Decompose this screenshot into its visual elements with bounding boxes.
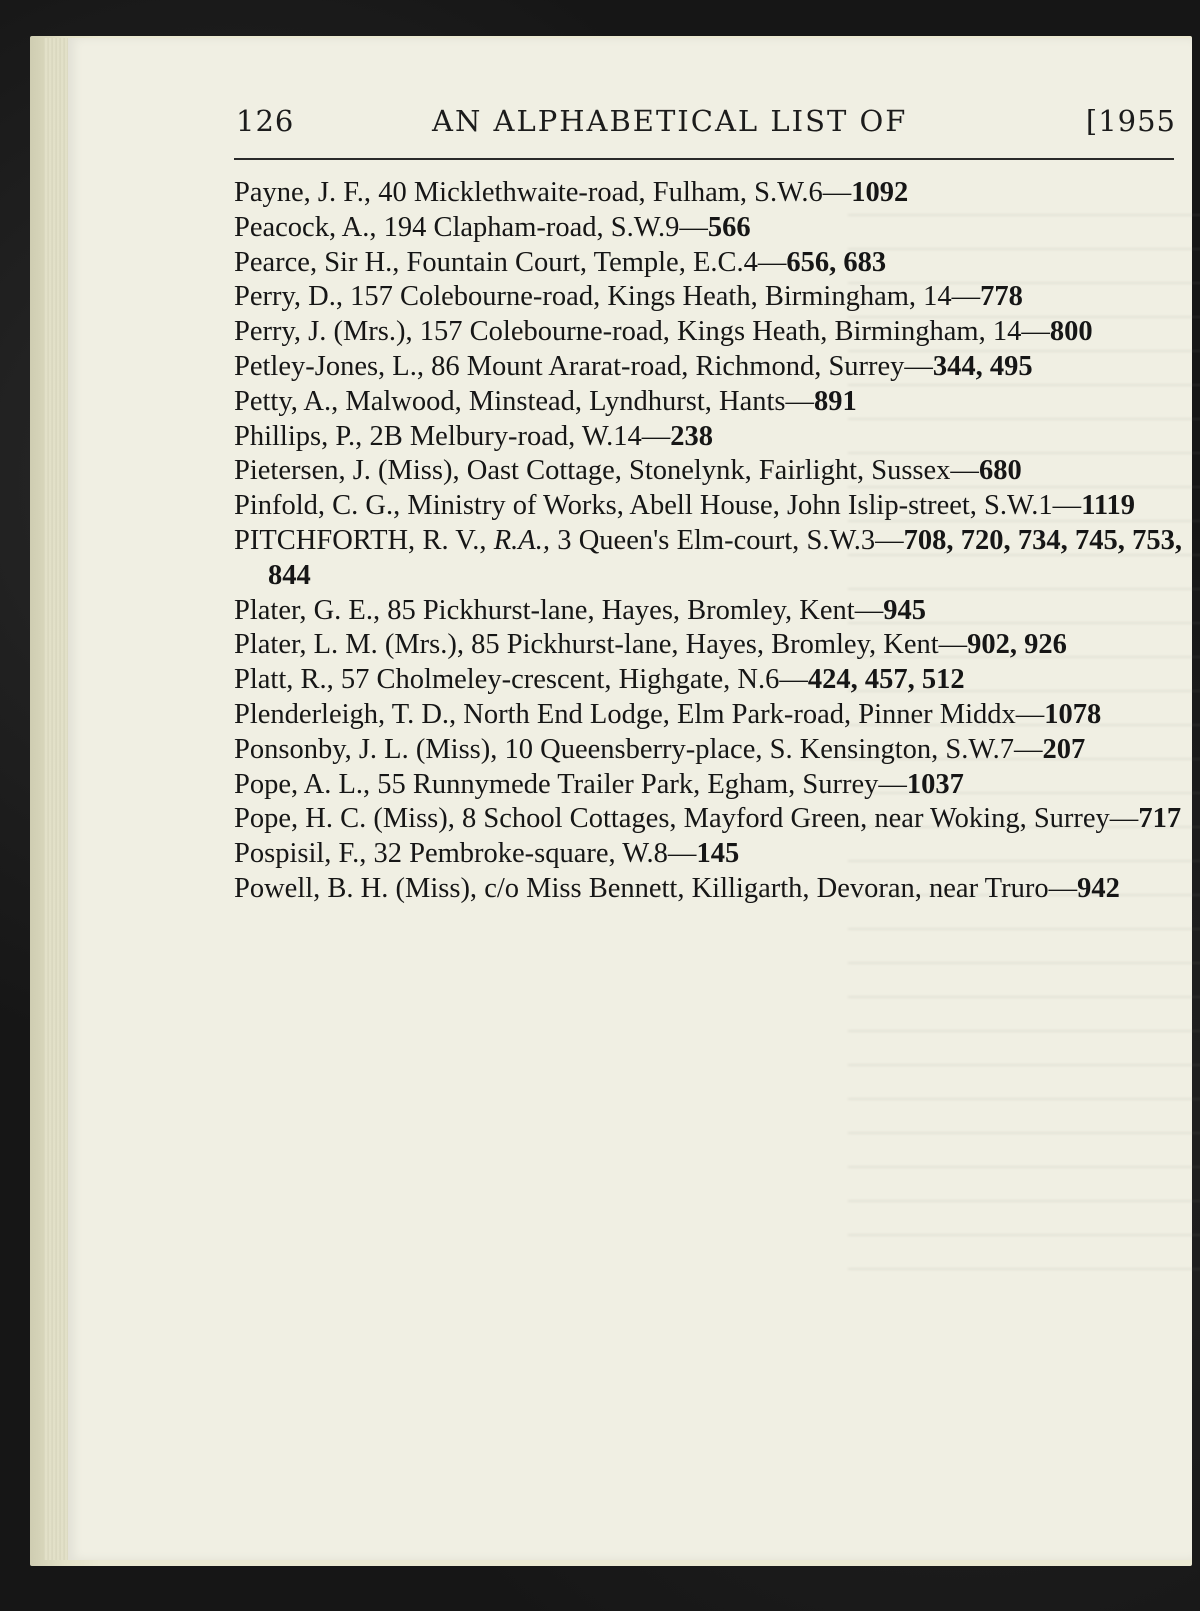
entry-address: 194 Clapham-road, S.W.9— <box>383 211 708 243</box>
entry-address: c/o Miss Bennett, Killigarth, Devoran, near Truro— <box>484 872 1078 904</box>
entry-address: 10 Queensberry-place, S. Kensington, S.W.7— <box>504 733 1043 765</box>
entry-refs: 778 <box>980 281 1023 313</box>
entry-refs: 902, 926 <box>967 629 1067 661</box>
entry-address: 85 Pickhurst-lane, Hayes, Bromley, Kent— <box>471 629 968 661</box>
entry-name: Powell, B. H. (Miss), <box>234 872 478 904</box>
list-item <box>234 524 1182 594</box>
running-title: AN ALPHABETICAL LIST OF <box>432 104 908 138</box>
list-item <box>234 837 1182 872</box>
entry-address: 2B Melbury-road, W.14— <box>369 420 671 452</box>
entry-address: 157 Colebourne-road, Kings Heath, Birmingham, 14— <box>350 281 981 313</box>
list-item <box>234 350 1182 385</box>
entry-refs: 1078 <box>1044 698 1102 730</box>
list-item <box>234 489 1182 524</box>
entry-address: 85 Pickhurst-lane, Hayes, Bromley, Kent— <box>387 594 884 626</box>
list-item <box>234 246 1182 281</box>
entry-name: Perry, J. (Mrs.), <box>234 316 413 348</box>
entry-name: Perry, D., <box>234 281 343 313</box>
entry-name: Pietersen, J. (Miss), <box>234 455 460 487</box>
list-item <box>234 768 1182 803</box>
header-rule <box>234 158 1174 160</box>
entry-refs: 945 <box>883 594 926 626</box>
entry-name: PITCHFORTH, R. V., <box>234 524 487 556</box>
list-item <box>234 698 1182 733</box>
entry-name: Phillips, P., <box>234 420 363 452</box>
list-item <box>234 872 1182 907</box>
entry-list <box>234 176 1182 907</box>
entry-refs: 344, 495 <box>932 350 1033 382</box>
entry-name: Petley-Jones, L., <box>234 350 424 382</box>
entry-address: 86 Mount Ararat-road, Richmond, Surrey— <box>431 350 933 382</box>
entry-address: 8 School Cottages, Mayford Green, near Woking, Surrey— <box>462 803 1139 835</box>
page-header <box>236 104 1176 148</box>
entry-refs: 566 <box>707 211 751 243</box>
entry-name: Payne, J. F., <box>234 177 372 208</box>
entry-address: North End Lodge, Elm Park-road, Pinner Middx— <box>463 698 1045 730</box>
list-item <box>234 176 1182 211</box>
entry-refs: 145 <box>696 838 740 870</box>
list-item <box>234 315 1182 350</box>
entry-refs: 680 <box>978 455 1022 487</box>
entry-refs: 1119 <box>1081 490 1136 522</box>
entry-refs: 800 <box>1049 316 1093 348</box>
entry-address: Ministry of Works, Abell House, John Islip-street, S.W.1— <box>407 490 1082 522</box>
list-item <box>234 628 1182 663</box>
entry-refs: 1037 <box>906 768 964 800</box>
entry-name: Pope, A. L., <box>234 768 371 800</box>
entry-refs: 891 <box>814 385 857 417</box>
entry-name: Pearce, Sir H., <box>234 246 400 278</box>
list-item <box>234 454 1182 489</box>
entry-name: Ponsonby, J. L. (Miss), <box>234 733 498 765</box>
list-item <box>234 594 1182 629</box>
entry-name: Peacock, A., <box>234 211 377 243</box>
list-item <box>234 663 1182 698</box>
list-item <box>234 802 1182 837</box>
entry-name: Pope, H. C. (Miss), <box>234 803 455 835</box>
entry-refs: 717 <box>1138 803 1182 835</box>
list-item <box>234 385 1182 420</box>
entry-address: Oast Cottage, Stonelynk, Fairlight, Sussex— <box>466 455 979 487</box>
page-number: 126 <box>236 104 295 138</box>
list-item <box>234 420 1182 455</box>
entry-refs: 238 <box>670 420 713 452</box>
list-item <box>234 280 1182 315</box>
entry-name: Plater, G. E., <box>234 594 381 626</box>
entry-address: Fountain Court, Temple, E.C.4— <box>406 246 787 278</box>
entry-address: 55 Runnymede Trailer Park, Egham, Surrey— <box>377 768 907 800</box>
entry-name: Plater, L. M. (Mrs.), <box>234 629 464 661</box>
page-edges <box>44 38 70 1560</box>
entry-honour: R.A., <box>493 524 550 556</box>
list-item <box>234 733 1182 768</box>
entry-address: 157 Colebourne-road, Kings Heath, Birmingham, 14— <box>419 316 1050 348</box>
entry-name: Platt, R., <box>234 664 334 696</box>
entry-address: Malwood, Minstead, Lyndhurst, Hants— <box>345 385 815 417</box>
entry-address: 57 Cholmeley-crescent, Highgate, N.6— <box>340 664 808 696</box>
entry-refs: 656, 683 <box>786 246 887 278</box>
entry-name: Plenderleigh, T. D., <box>234 698 457 730</box>
entry-refs: 424, 457, 512 <box>807 664 965 696</box>
entry-name: Petty, A., <box>234 385 339 417</box>
entry-address: 40 Micklethwaite-road, Fulham, S.W.6— <box>378 177 852 208</box>
entry-address: 32 Pembroke-square, W.8— <box>373 838 697 870</box>
header-year: [1955 <box>1085 104 1176 138</box>
entry-address: 3 Queen's Elm-court, S.W.3— <box>557 524 904 556</box>
entry-name: Pinfold, C. G., <box>234 490 401 522</box>
entry-refs: 942 <box>1077 872 1120 904</box>
entry-refs: 207 <box>1042 733 1086 765</box>
entry-name: Pospisil, F., <box>234 838 367 870</box>
entry-refs: 1092 <box>851 177 909 208</box>
entry-refs: 708, 720, 734, 745, 753, 844 <box>268 524 1183 591</box>
list-item <box>234 211 1182 246</box>
